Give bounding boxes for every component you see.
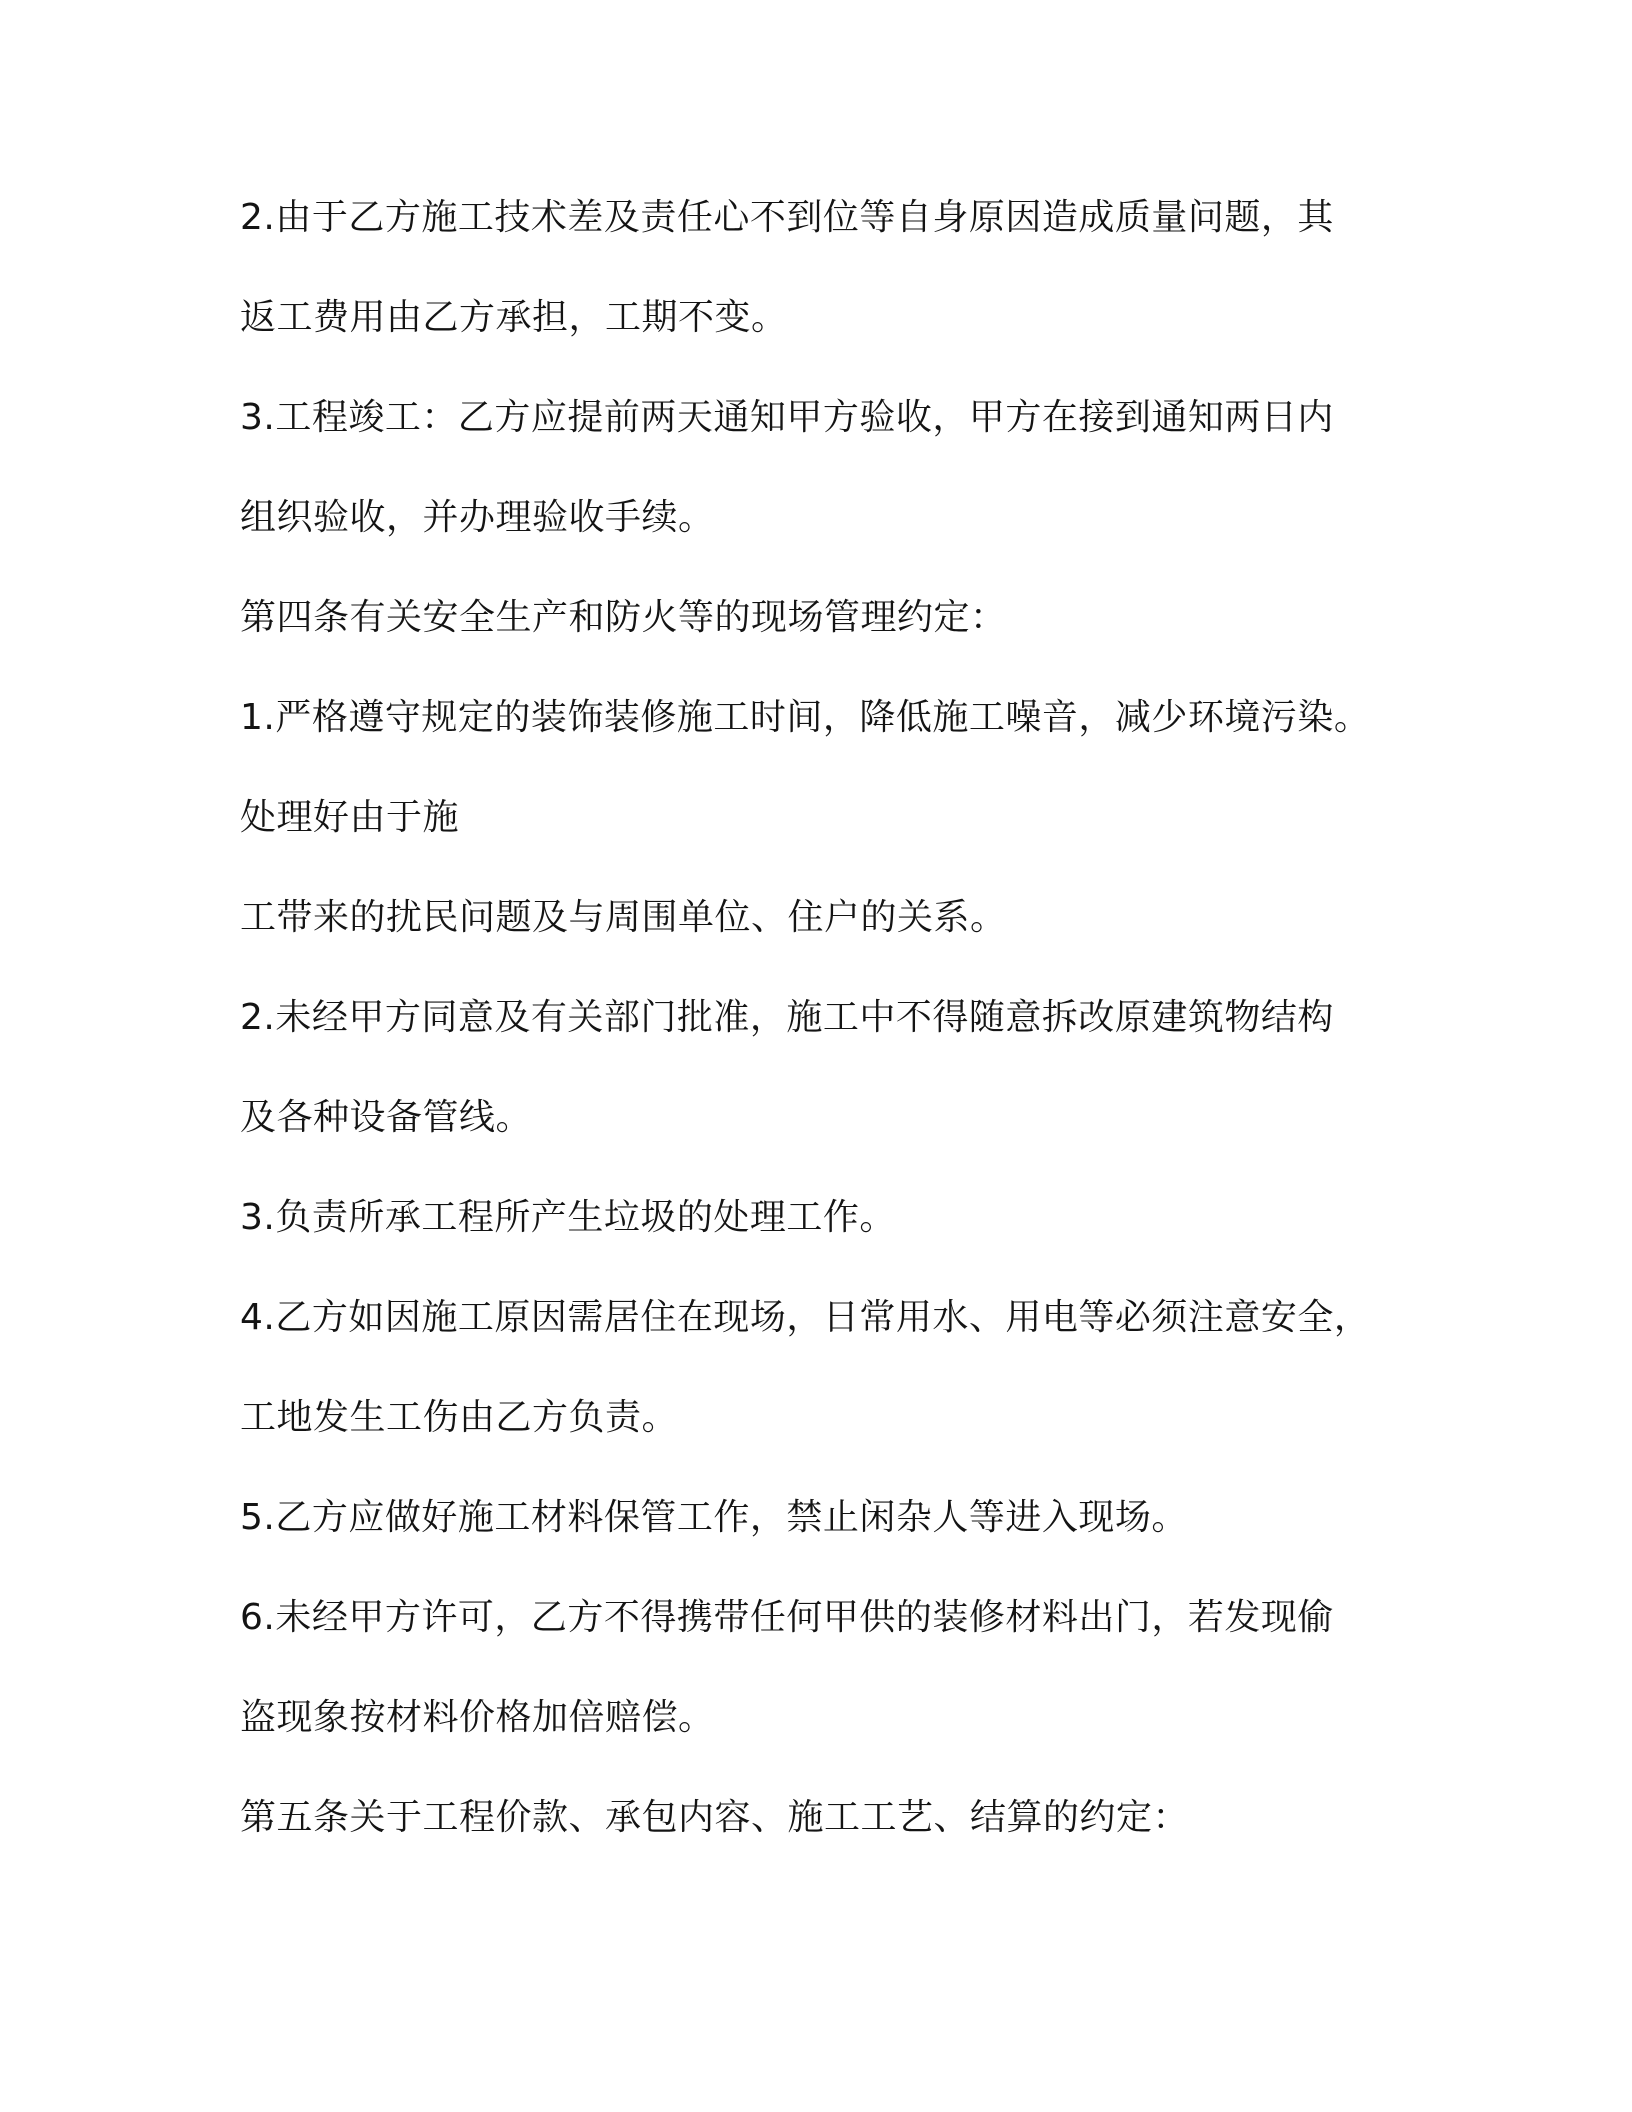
clause-4-item-1-line-1: 1.严格遵守规定的装饰装修施工时间，降低施工噪音，减少环境污染。 [240,697,1371,738]
clause-3-item-2-line-1: 2.由于乙方施工技术差及责任心不到位等自身原因造成质量问题，其 [240,197,1334,238]
clause-3-item-3-line-1: 3.工程竣工：乙方应提前两天通知甲方验收，甲方在接到通知两日内 [240,397,1334,438]
clause-4-item-2-line-2: 及各种设备管线。 [240,1097,533,1138]
clause-4-item-1-line-2: 处理好由于施 [240,797,460,838]
clause-4-item-6-line-2: 盗现象按材料价格加倍赔偿。 [240,1697,715,1738]
clause-4-item-4-line-2: 工地发生工伤由乙方负责。 [240,1397,679,1438]
clause-4-item-2-line-1: 2.未经甲方同意及有关部门批准，施工中不得随意拆改原建筑物结构 [240,997,1334,1038]
clause-4-item-1-line-3: 工带来的扰民问题及与周围单位、住户的关系。 [240,897,1007,938]
clause-4-item-6-line-1: 6.未经甲方许可，乙方不得携带任何甲供的装修材料出门，若发现偷 [240,1597,1334,1638]
clause-5-heading: 第五条关于工程价款、承包内容、施工工艺、结算的约定： [240,1797,1190,1838]
clause-4-item-3: 3.负责所承工程所产生垃圾的处理工作。 [240,1197,896,1238]
clause-4-heading: 第四条有关安全生产和防火等的现场管理约定： [240,597,1007,638]
clause-4-item-5: 5.乙方应做好施工材料保管工作，禁止闲杂人等进入现场。 [240,1497,1188,1538]
clause-3-item-2-line-2: 返工费用由乙方承担，工期不变。 [240,297,788,338]
clause-4-item-4-line-1: 4.乙方如因施工原因需居住在现场，日常用水、用电等必须注意安全， [240,1297,1371,1338]
clause-3-item-3-line-2: 组织验收，并办理验收手续。 [240,497,715,538]
